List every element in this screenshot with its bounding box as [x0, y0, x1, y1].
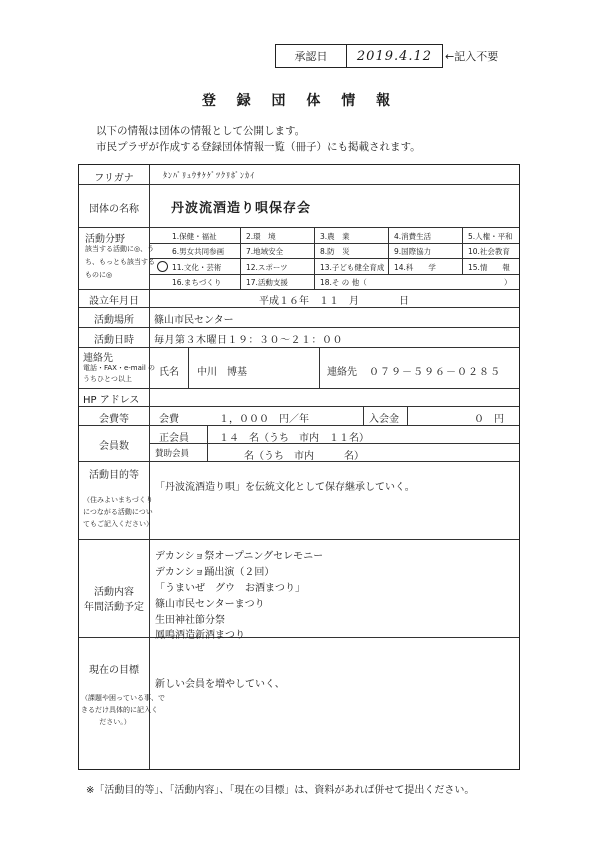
field-18: 18.そ の 他（	[320, 278, 367, 287]
schedule-label: 活動日時	[94, 335, 134, 346]
field-12: 12.スポーツ	[246, 263, 288, 272]
members-support-value: 名（うち 市内 名）	[244, 451, 364, 462]
hp-label: HP アドレス	[83, 395, 140, 406]
goal-hint-3: ださい。）	[99, 718, 131, 726]
schedule-value: 毎月第３木曜日１９：３０～２１：００	[154, 335, 343, 346]
purpose-hint-3: てもご記入ください）	[83, 520, 153, 528]
field-14: 14.科 学	[394, 263, 436, 272]
field-8: 8.防 災	[320, 247, 350, 256]
contact-name: 中川 博基	[197, 367, 247, 378]
established-value: 平成１６年 １１ 月 日	[259, 296, 409, 307]
page-title: 登 録 団 体 情 報	[201, 93, 399, 109]
contact-hint-2: うちひとつ以上	[83, 375, 132, 383]
purpose-hint-1: （住みよいまちづくり	[83, 496, 153, 504]
activities-label-2: 年間活動予定	[84, 602, 144, 613]
approval-date: 2019.4.12	[356, 48, 433, 64]
fee-fee-value: １，０００ 円／年	[219, 414, 309, 425]
field-5: 5.人権・平和	[468, 232, 513, 241]
field-10: 10.社会教育	[468, 247, 510, 256]
activity-item-6: 鳳鳴酒造新酒まつり	[155, 630, 245, 641]
footer-note: ※「活動目的等」、「活動内容」、「現在の目標」は、資料があれば併せて提出ください。	[86, 785, 475, 796]
field-9: 9.国際協力	[394, 247, 432, 256]
contact-label: 連絡先	[83, 353, 113, 364]
field-18-close: ）	[504, 278, 512, 287]
field-6: 6.男女共同参画	[172, 247, 225, 256]
goal-hint-2: きるだけ具体的に記入く	[81, 706, 158, 714]
field-11: 11.文化・芸術	[172, 263, 222, 272]
fee-entry-value: ０ 円	[474, 414, 504, 425]
place-label: 活動場所	[94, 315, 134, 326]
registration-form	[78, 164, 520, 770]
contact-tel: ０７９－５９６－０２８５	[369, 367, 501, 378]
activities-label-1: 活動内容	[94, 587, 134, 598]
members-regular-value: １４ 名（うち 市内 １１名）	[219, 433, 369, 444]
contact-tel-label: 連絡先	[327, 367, 357, 378]
contact-hint-1: 電話・FAX・e-mail の	[83, 364, 156, 372]
intro-line-1: 以下の情報は団体の情報として公開します。	[96, 125, 306, 137]
activity-item-2: デカンショ踊出演（２回）	[155, 567, 275, 578]
purpose-value: 「丹波流酒造り唄」を伝統文化として保存継承していく。	[155, 482, 415, 493]
group-name-label: 団体の名称	[89, 204, 139, 215]
furigana-value: ﾀﾝﾊﾞﾘｭｳｻｹｹﾞﾂｸﾘﾎﾞﾝｶｲ	[163, 171, 255, 180]
members-regular-label: 正会員	[159, 433, 189, 444]
furigana-label: フリガナ	[94, 173, 134, 184]
fee-entry-label: 入会金	[369, 414, 399, 425]
members-support-label: 賛助会員	[155, 449, 190, 459]
intro-line-2: 市民プラザが作成する登録団体情報一覧（冊子）にも掲載されます。	[96, 141, 421, 153]
field-3: 3.農 業	[320, 232, 350, 241]
activity-item-5: 生田神社節分祭	[155, 615, 225, 626]
goal-hint-1: （課題や困っている事、で	[81, 694, 165, 702]
approval-box	[275, 44, 443, 68]
activity-item-1: デカンショ祭オープニングセレモニー	[155, 551, 324, 562]
fee-label: 会費等	[99, 414, 129, 425]
approval-label: 承認日	[276, 45, 347, 67]
contact-name-label: 氏名	[159, 367, 179, 378]
group-name-value: 丹波流酒造り唄保存会	[171, 201, 312, 216]
field-16: 16.まちづくり	[172, 278, 222, 287]
field-15: 15.情 報	[468, 263, 510, 272]
fields-hint-2: ち、もっとも該当する	[85, 258, 155, 266]
selected-circle-icon	[157, 261, 168, 272]
members-label: 会員数	[99, 441, 129, 452]
place-value: 篠山市民センター	[154, 315, 234, 326]
approval-note: ←記入不要	[445, 50, 499, 63]
goal-value: 新しい会員を増やしていく、	[155, 679, 285, 690]
fields-label: 活動分野	[85, 234, 125, 245]
field-7: 7.地域安全	[246, 247, 284, 256]
activity-item-3: 「うまいぜ グウ お酒まつり」	[155, 583, 305, 594]
field-2: 2.環 境	[246, 232, 276, 241]
field-4: 4.消費生活	[394, 232, 432, 241]
fields-hint-1: 該当する活動に◎、う	[85, 245, 155, 253]
field-13: 13.子ども健全育成	[320, 263, 385, 272]
field-17: 17.活動支援	[246, 278, 288, 287]
purpose-hint-2: につながる活動につい	[83, 508, 153, 516]
purpose-label: 活動目的等	[89, 470, 139, 481]
field-1: 1.保健・福祉	[172, 232, 217, 241]
fields-hint-3: ものに◎	[85, 271, 113, 279]
goal-label: 現在の目標	[89, 665, 139, 676]
activity-item-4: 篠山市民センターまつり	[155, 599, 265, 610]
established-label: 設立年月日	[89, 296, 139, 307]
fee-fee-label: 会費	[159, 414, 179, 425]
